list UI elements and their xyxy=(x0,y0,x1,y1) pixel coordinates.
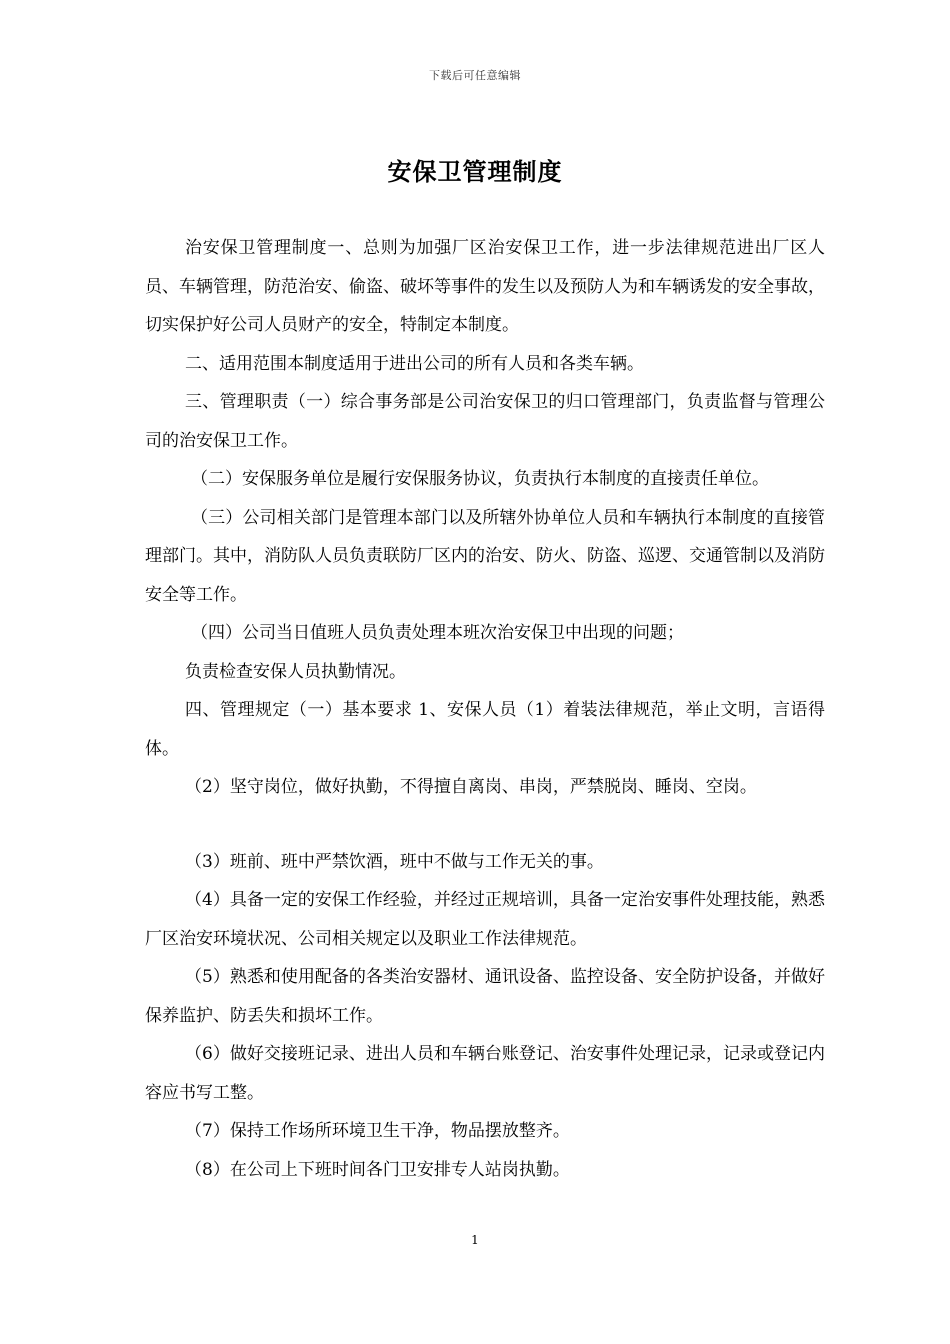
document-title: 安保卫管理制度 xyxy=(387,157,563,186)
paragraph-item-2: （2）坚守岗位，做好执勤，不得擅自离岗、串岗，严禁脱岗、睡岗、空岗。 xyxy=(185,777,757,797)
paragraph-item-4: （4）具备一定的安保工作经验，并经过正规培训，具备一定治安事件处理技能，熟悉厂区治安环境状况、公司相关规定以及职业工作法律规范。 xyxy=(145,890,825,949)
document-body xyxy=(145,229,825,1189)
paragraph-item-6: （6）做好交接班记录、进出人员和车辆台账登记、治安事件处理记录，记录或登记内容应书写工整。 xyxy=(145,1044,825,1103)
paragraph-item-5: （5）熟悉和使用配备的各类治安器材、通讯设备、监控设备、安全防护设备，并做好保养监护、防丢失和损坏工作。 xyxy=(145,967,825,1026)
header-note: 下载后可任意编辑 xyxy=(429,69,521,82)
paragraph-duty-check: 负责检查安保人员执勤情况。 xyxy=(185,661,406,682)
paragraph-item-3: （3）班前、班中严禁饮酒，班中不做与工作无关的事。 xyxy=(185,851,604,872)
paragraph-item-8: （8）在公司上下班时间各门卫安排专人站岗执勤。 xyxy=(185,1159,570,1180)
paragraph-responsibility-3: （三）公司相关部门是管理本部门以及所辖外协单位人员和车辆执行本制度的直接管理部门。其中，消防队人员负责联防厂区内的治安、防火、防盗、巡逻、交通管制以及消防安全等工作。 xyxy=(145,507,825,605)
paragraph-item-7: （7）保持工作场所环境卫生干净，物品摆放整齐。 xyxy=(185,1121,570,1141)
paragraph-responsibility-2: （二）安保服务单位是履行安保服务协议，负责执行本制度的直接责任单位。 xyxy=(191,469,769,489)
paragraph-spacer xyxy=(145,807,825,843)
paragraph-responsibilities: 三、管理职责（一）综合事务部是公司治安保卫的归口管理部门，负责监督与管理公司的治安保卫工作。 xyxy=(145,392,825,451)
paragraph-regulations: 四、管理规定（一）基本要求 1、安保人员（1）着装法律规范，举止文明，言语得体。 xyxy=(145,700,825,759)
paragraph-scope: 二、适用范围本制度适用于进出公司的所有人员和各类车辆。 xyxy=(185,353,644,374)
paragraph-general: 治安保卫管理制度一、总则为加强厂区治安保卫工作，进一步法律规范进出厂区人员、车辆管理，防范治安、偷盗、破坏等事件的发生以及预防人为和车辆诱发的安全事故，切实保护好公司人员财产的安全，特制定本制度。 xyxy=(145,238,825,335)
page-number: 1 xyxy=(471,1233,479,1247)
paragraph-responsibility-4: （四）公司当日值班人员负责处理本班次治安保卫中出现的问题； xyxy=(191,623,684,643)
